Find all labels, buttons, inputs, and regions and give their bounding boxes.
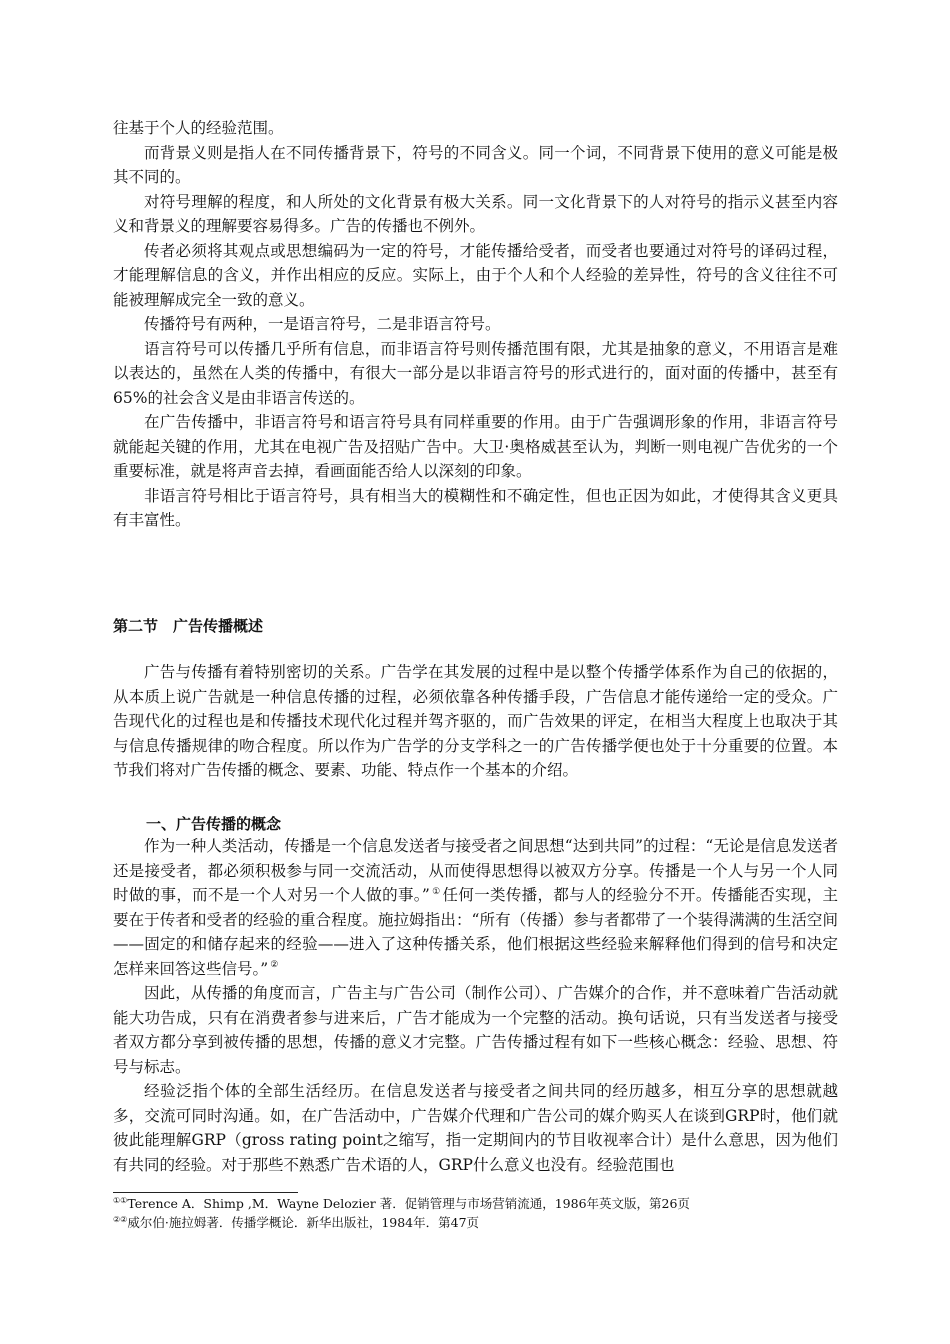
section-title: 第二节 广告传播概述 xyxy=(113,617,264,635)
paragraph: 在广告传播中，非语言符号和语言符号具有同样重要的作用。由于广告强调形象的作用，非语言符号就能起关键的作用，尤其在电视广告及招贴广告中。大卫·奥格威甚至认为，判断一则电视广告优劣的一个重要标准，就是将声音去掉，看画面能否给人以深刻的印象。 xyxy=(113,413,838,480)
paragraph: 而背景义则是指人在不同传播背景下，符号的不同含义。同一个词，不同背景下使用的意义可能是极其不同的。 xyxy=(113,143,838,186)
paragraph-text: 作为一种人类活动，传播是一个信息发送者与接受者之间思想“达到共同”的过程：“无论是信息发送者还是接受者，都必须积极参与同一交流活动，从而使得思想得以被双方分享。传播是一个人与另一个人同时做的事，而不是一个人对另一个人做的事。” xyxy=(113,837,838,904)
footnote-divider xyxy=(113,1192,298,1193)
paragraph: 传播符号有两种，一是语言符号，二是非语言符号。 xyxy=(144,315,501,333)
paragraph: 非语言符号相比于语言符号，具有相当大的模糊性和不确定性，但也正因为如此，才使得其含义更具有丰富性。 xyxy=(113,486,838,529)
paragraph-text: 任何一类传播，都与人的经验分不开。传播能否实现，主要在于传者和受者的经验的重合程度。施拉姆指出：“所有（传播）参与者都带了一个装得满满的生活空间——固定的和储存起来的经验——进入了这种传播关系，他们根据这些经验来解释他们得到的信号和决定怎样来回答这些信号。” xyxy=(113,886,838,978)
footnote-mark: ②② xyxy=(113,1214,128,1224)
paragraph: 往基于个人的经验范围。 xyxy=(113,119,284,137)
text-block-overview xyxy=(113,660,838,783)
footnote-2 xyxy=(113,1213,838,1232)
footnote-ref-2[interactable]: ② xyxy=(270,960,279,971)
paragraph: 传者必须将其观点或思想编码为一定的符号，才能传播给受者，而受者也要通过对符号的译码过程，才能理解信息的含义，并作出相应的反应。实际上，由于个人和个人经验的差异性，符号的含义往往不可能被理解成完全一致的意义。 xyxy=(113,241,838,309)
paragraph: 对符号理解的程度，和人所处的文化背景有极大关系。同一文化背景下的人对符号的指示义甚至内容义和背景义的理解要容易得多。广告的传播也不例外。 xyxy=(113,192,838,235)
paragraph: 广告与传播有着特别密切的关系。广告学在其发展的过程中是以整个传播学体系作为自己的依据的，从本质上说广告就是一种信息传播的过程，必须依靠各种传播手段，广告信息才能传递给一定的受众。广告现代化的过程也是和传播技术现代化过程并驾齐驱的，而广告效果的评定，在相当大程度上也取决于其与信息传播规律的吻合程度。所以作为广告学的分支学科之一的广告传播学便也处于十分重要的位置。本节我们将对广告传播的概念、要素、功能、特点作一个基本的介绍。 xyxy=(113,663,838,779)
footnote-mark: ①① xyxy=(113,1195,128,1205)
paragraph xyxy=(113,834,838,981)
paragraph: 经验泛指个体的全部生活经历。在信息发送者与接受者之间共同的经历越多，相互分享的思想就越多，交流可同时沟通。如，在广告活动中，广告媒介代理和广告公司的媒介购买人在谈到GRP时，他们就彼此能理解GRP（gross rating point之缩写，指一定期间内的节目收视率合计）是什么意思，因为他们有共同的经验。对于那些不熟悉广告术语的人，GRP什么意义也没有。经验范围也 xyxy=(113,1082,838,1174)
footnotes xyxy=(113,1194,838,1232)
text-block-concept xyxy=(113,834,838,1177)
footnote-1 xyxy=(113,1194,838,1213)
footnote-text: 威尔伯·施拉姆著．传播学概论．新华出版社，1984年．第47页 xyxy=(127,1215,480,1230)
paragraph: 语言符号可以传播几乎所有信息，而非语言符号则传播范围有限，尤其是抽象的意义，不用语言是难以表达的，虽然在人类的传播中，有很大一部分是以非语言符号的形式进行的，面对面的传播中，甚至有65%的社会含义是由非语言传送的。 xyxy=(113,339,838,407)
footnote-text: Terence A．Shimp ,M．Wayne Delozier 著．促销管理与市场营销流通，1986年英文版，第26页 xyxy=(127,1196,690,1211)
subsection-title: 一、广告传播的概念 xyxy=(146,815,282,833)
text-block-symbols xyxy=(113,116,838,533)
paragraph: 因此，从传播的角度而言，广告主与广告公司（制作公司）、广告媒介的合作，并不意味着广告活动就能大功告成，只有在消费者参与进来后，广告才能成为一个完整的活动。换句话说，只有当发送者与接受者双方都分享到被传播的思想，传播的意义才完整。广告传播过程有如下一些核心概念：经验、思想、符号与标志。 xyxy=(113,984,838,1076)
footnote-ref-1[interactable]: ① xyxy=(431,886,441,897)
